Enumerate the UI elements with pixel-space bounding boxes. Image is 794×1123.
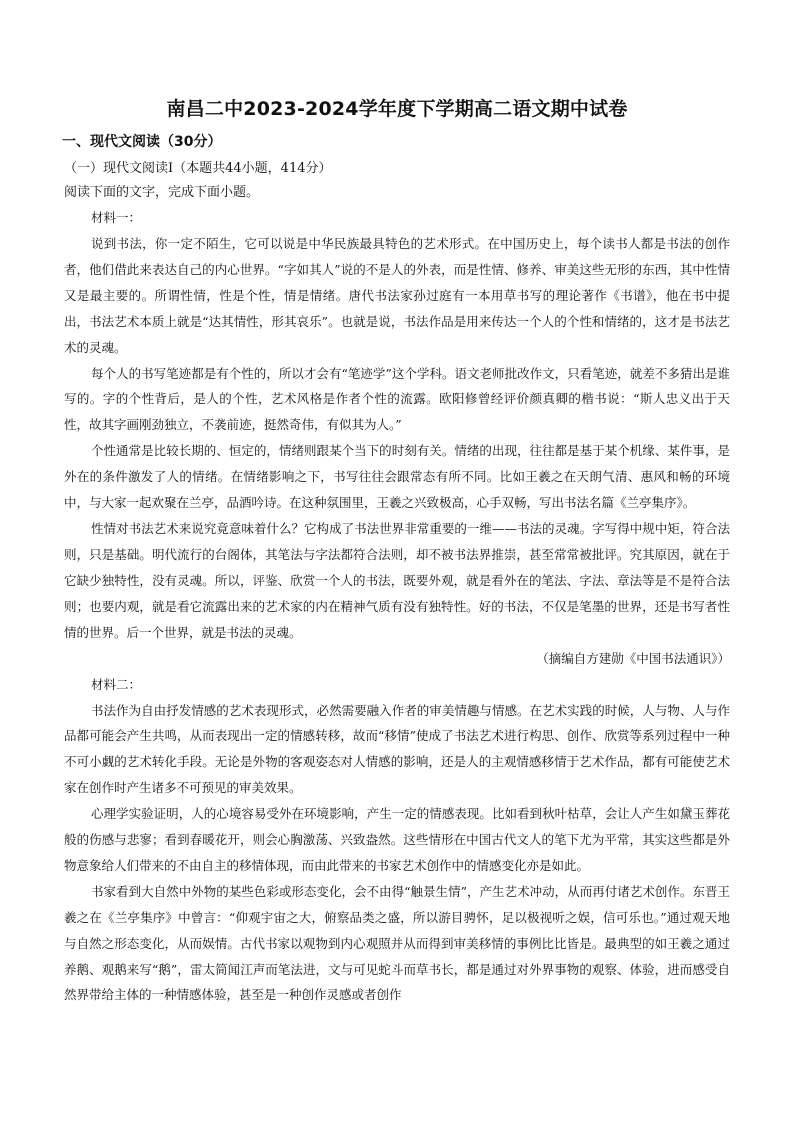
material-1-source: （摘编自方建勋《中国书法通识》）: [536, 650, 730, 666]
material-1-label: 材料一：: [91, 210, 142, 225]
instruction-text: 阅读下面的文字，完成下面小题。: [64, 185, 260, 200]
material-1-paragraph: 个性通常是比较长期的、恒定的，情绪则跟某个当下的时刻有关。情绪的出现，往往都是基于某个机缘、某件事，是外在的条件激发了人的情绪。在情绪影响之下，书写往往会跟常态有所不同。比如王羲之在天朗气清、惠风和畅的环境中，与大家一起欢聚在兰亭，品酒吟诗。在这种氛围里，王羲之兴致极高，心手双畅，写出书法名篇《兰亭集序》。: [64, 443, 730, 511]
material-2-paragraph: 书家看到大自然中外物的某些色彩或形态变化，会不由得“触景生情”，产生艺术冲动，从而再付诸艺术创作。东晋王羲之在《兰亭集序》中曾言：“仰观宇宙之大，俯察品类之盛，所以游目骋怀，足以极视听之娱，信可乐也。”通过观天地与自然之形态变化，从而娱情。古代书家以观物到内心观照并从而得到审美移情的事例比比皆是。最典型的如王羲之通过养鹅、观鹅来写“鹅”，雷太简闻江声而笔法进，文与可见蛇斗而草书长，都是通过对外界事物的观察、体验，进而感受自然界带给主体的一种情感体验，甚至是一种创作灵感或者创作: [64, 883, 730, 1003]
material-1-paragraph: 每个人的书写笔迹都是有个性的，所以才会有“笔迹学”这个学科。语文老师批改作文，只看笔迹，就差不多猜出是谁写的。字的个性背后，是人的个性，艺术风格是作者个性的流露。欧阳修曾经评价颜真卿的楷书说：“斯人忠义出于天性，故其字画刚劲独立，不袭前迹，挺然奇伟，有似其为人。”: [64, 365, 730, 433]
subsection-heading: （一）现代文阅读Ⅰ（本题共44小题，414分）: [64, 161, 332, 176]
section-heading: 一、现代文阅读（30分）: [62, 134, 222, 150]
reading-body: [64, 205, 730, 1008]
material-2-paragraph: 书法作为自由抒发情感的艺术表现形式，必然需要融入作者的审美情趣与情感。在艺术实践的时候，人与物、人与作品都可能会产生共鸣，从而表现出一定的情感转移，故而“移情”使成了书法艺术进行构思、创作、欣赏等系列过程中一种不可小觑的艺术转化手段。无论是外物的客观姿态对人情感的影响，还是人的主观情感移情于艺术作品，都有可能使艺术家在创作时产生诸多不可预见的审美效果。: [64, 702, 730, 796]
material-1-paragraph: 说到书法，你一定不陌生，它可以说是中华民族最具特色的艺术形式。在中国历史上，每个读书人都是书法的创作者，他们借此来表达自己的内心世界。“字如其人”说的不是人的外表，而是性情、修养、审美这些无形的东西，其中性情又是最主要的。所谓性情，性是个性，情是情绪。唐代书法家孙过庭有一本用草书写的理论著作《书谱》，他在书中提出，书法艺术本质上就是“达其情性，形其哀乐”。也就是说，书法作品是用来传达一个人的个性和情绪的，这才是书法艺术的灵魂。: [64, 236, 730, 355]
material-2-paragraph: 心理学实验证明，人的心境容易受外在环境影响，产生一定的情感表现。比如看到秋叶枯草，会让人产生如黛玉葬花般的伤感与悲寥；看到春暖花开，则会心胸激荡、兴致盎然。这些情形在中国古代文人的笔下尤为平常，其实这些都是外物意象给人们带来的不由自主的移情体现，而由此带来的书家艺术创作中的情感变化亦是如此。: [64, 806, 730, 873]
material-1-paragraph: 性情对书法艺术来说究竟意味着什么？它构成了书法世界非常重要的一维——书法的灵魂。字写得中规中矩，符合法则，只是基础。明代流行的台阁体，其笔法与字法都符合法则，却不被书法界推崇，甚至常常被批评。究其原因，就在于它缺少独特性，没有灵魂。所以，评鉴、欣赏一个人的书法，既要外观，就是看外在的笔法、字法、章法等是不是符合法则；也要内观，就是看它流露出来的艺术家的内在精神气质有没有独特性。好的书法，不仅是笔墨的世界，还是书写者性情的世界。后一个世界，就是书法的灵魂。: [64, 520, 730, 640]
exam-title: 南昌二中2023-2024学年度下学期高二语文期中试卷: [166, 98, 628, 120]
material-2-label: 材料二：: [91, 676, 142, 692]
